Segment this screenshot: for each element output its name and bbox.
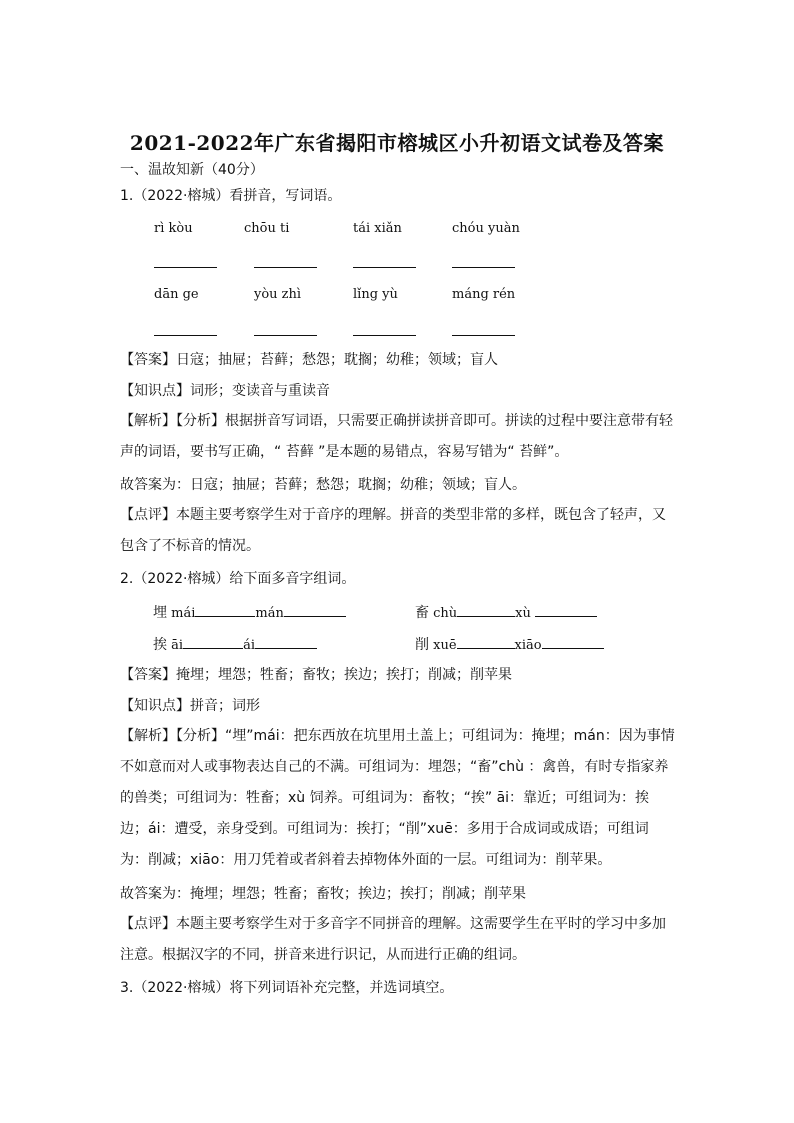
polyphone-char: 削 [415, 637, 429, 653]
answer-blank [353, 267, 416, 268]
question-3-stem: 3.（2022·榕城）将下列词语补充完整，并选词填空。 [120, 980, 454, 996]
comment-paragraph: 【点评】本题主要考察学生对于音序的理解。拼音的类型非常的多样，既包含了轻声，又包含了不标音的情况。 [120, 507, 666, 554]
question-1-stem: 1.（2022·榕城）看拼音，写词语。 [120, 188, 342, 204]
reading-1: xuē [433, 638, 457, 653]
answer-blank [254, 267, 317, 268]
knowledge-line: 【知识点】拼音；词形 [120, 698, 260, 714]
answer-blank [353, 335, 416, 336]
reading-1: āi [171, 638, 184, 653]
pinyin-item: chōu ti [244, 221, 290, 236]
reading-2: xiāo [514, 638, 542, 653]
reading-1: mái [171, 606, 196, 621]
answer-blank [542, 634, 604, 649]
answer-blank [195, 602, 255, 617]
comment-paragraph: 【点评】本题主要考察学生对于多音字不同拼音的理解。这需要学生在平时的学习中多加注意。根据汉字的不同，拼音来进行识记，从而进行正确的组词。 [120, 916, 666, 963]
answer-blank [154, 335, 217, 336]
answer-blank [535, 602, 597, 617]
pinyin-item: yòu zhì [254, 287, 302, 302]
polyphone-char: 挨 [153, 637, 167, 653]
polyphone-item [153, 602, 346, 622]
polyphone-char: 畜 [415, 605, 429, 621]
pinyin-item: lǐng yù [353, 287, 398, 302]
answer-blank [154, 267, 217, 268]
pinyin-item: chóu yuàn [452, 221, 520, 236]
analysis-paragraph: 【解析】【分析】根据拼音写词语，只需要正确拼读拼音即可。拼读的过程中要注意带有轻声的词语，要书写正确，“ 苔藓 ”是本题的易错点，容易写错为“ 苔鲜”。 [120, 413, 673, 460]
analysis-paragraph: 【解析】【分析】“埋”mái：把东西放在坑里用土盖上；可组词为：掩埋；mán：因为事情不如意而对人或事物表达自己的不满。可组词为：埋怨；“畜”chù ：禽兽，有时专指家养的兽类；可组词为：牲畜；xù 饲养。可组词为：畜牧；“挨” āi：靠近；可组词为：挨边；ái：遭受，亲身受到。可组词为：挨打；“削”xuē：多用于合成词或成语；可组词为：削减；xiāo：用刀凭着或者斜着去掉物体外面的一层。可组词为：削苹果。 [120, 728, 675, 868]
polyphone-char: 埋 [153, 605, 167, 621]
answer-blank [254, 335, 317, 336]
reading-2: xù [515, 606, 531, 621]
answer-blank [284, 602, 346, 617]
knowledge-line: 【知识点】词形；变读音与重读音 [120, 383, 330, 399]
answer-blank [457, 602, 515, 617]
answer-line: 【答案】掩埋；埋怨；牲畜；畜牧；挨边；挨打；削减；削苹果 [120, 667, 512, 683]
polyphone-item [153, 634, 317, 654]
answer-blank [452, 267, 515, 268]
pinyin-item: máng rén [452, 287, 516, 302]
pinyin-item: tái xiǎn [353, 221, 402, 236]
polyphone-item [415, 602, 597, 622]
question-2-stem: 2.（2022·榕城）给下面多音字组词。 [120, 571, 356, 587]
final-answer-line: 故答案为：掩埋；埋怨；牲畜；畜牧；挨边；挨打；削减；削苹果 [120, 886, 526, 902]
answer-line: 【答案】日寇；抽屉；苔藓；愁怨；耽搁；幼稚；领域；盲人 [120, 352, 498, 368]
pinyin-item: dān ge [154, 287, 199, 302]
reading-2: ái [243, 638, 255, 653]
reading-2: mán [255, 606, 284, 621]
final-answer-line: 故答案为：日寇；抽屉；苔藓；愁怨；耽搁；幼稚；领域；盲人。 [120, 477, 526, 493]
answer-blank [183, 634, 243, 649]
section-heading: 一、温故知新（40分） [120, 162, 264, 178]
answer-blank [255, 634, 317, 649]
pinyin-item: rì kòu [154, 221, 193, 236]
answer-blank [457, 634, 515, 649]
reading-1: chù [433, 606, 458, 621]
page-title: 2021-2022年广东省揭阳市榕城区小升初语文试卷及答案 [129, 131, 665, 155]
polyphone-item [415, 634, 604, 654]
answer-blank [452, 335, 515, 336]
